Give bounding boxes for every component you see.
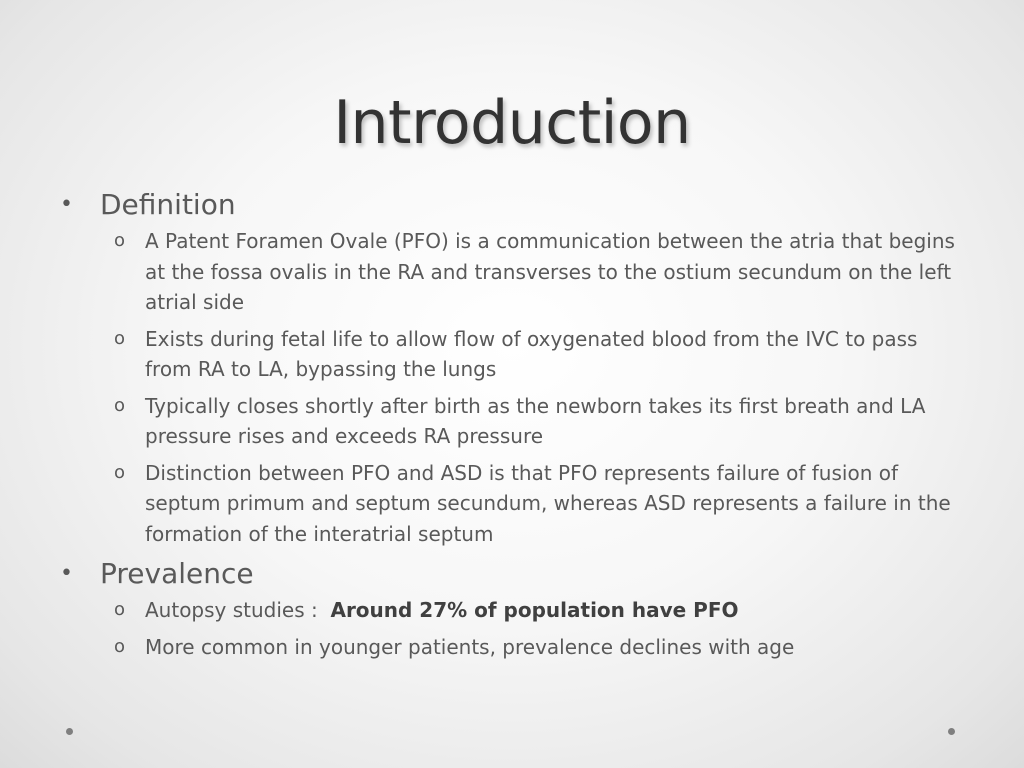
list-item — [58, 324, 965, 385]
section-heading: Definition — [100, 188, 236, 221]
slide-title: Introduction — [333, 88, 691, 158]
bullet-dot-icon: • — [60, 192, 73, 217]
list-item-text: More common in younger patients, prevalence declines with age — [145, 634, 795, 659]
section-definition — [58, 186, 978, 549]
bullet-definition — [58, 186, 978, 224]
decorative-dot-right — [948, 728, 955, 735]
list-item-text: Autopsy studies : — [145, 598, 331, 622]
circle-bullet-icon: o — [114, 327, 126, 349]
list-item — [58, 391, 965, 452]
decorative-dot-left — [66, 728, 73, 735]
section-heading: Prevalence — [100, 557, 254, 590]
list-item-text: Typically closes shortly after birth as the newborn takes its first breath and LA pressure rises and exceeds RA pressure — [145, 393, 926, 448]
circle-bullet-icon: o — [114, 599, 126, 620]
list-item-text: Exists during fetal life to allow flow of oxygenated blood from the IVC to pass from RA to LA, bypassing the lungs — [145, 326, 918, 381]
slide-content — [58, 186, 978, 668]
bullet-prevalence — [58, 555, 978, 593]
circle-bullet-icon: o — [114, 230, 126, 251]
list-item — [58, 595, 965, 626]
list-item-text: A Patent Foramen Ovale (PFO) is a communication between the atria that begins at the fossa ovalis in the RA and transverses to the ostium secundum on the left atrial side — [145, 229, 955, 314]
highlighted-statistic: Around 27% of population have PFO — [330, 598, 739, 622]
circle-bullet-icon: o — [114, 461, 126, 483]
list-item — [58, 632, 965, 663]
bullet-dot-icon: • — [60, 561, 73, 586]
circle-bullet-icon: o — [114, 635, 126, 657]
circle-bullet-icon: o — [114, 394, 126, 416]
list-item — [58, 226, 965, 318]
list-item-text: Distinction between PFO and ASD is that PFO represents failure of fusion of septum primum and septum secundum, whereas ASD represents a failure in the formation of the interatrial septum — [145, 460, 951, 546]
prevalence-list — [58, 595, 978, 662]
definition-list — [58, 226, 978, 549]
section-prevalence — [58, 555, 978, 662]
list-item — [58, 458, 965, 550]
